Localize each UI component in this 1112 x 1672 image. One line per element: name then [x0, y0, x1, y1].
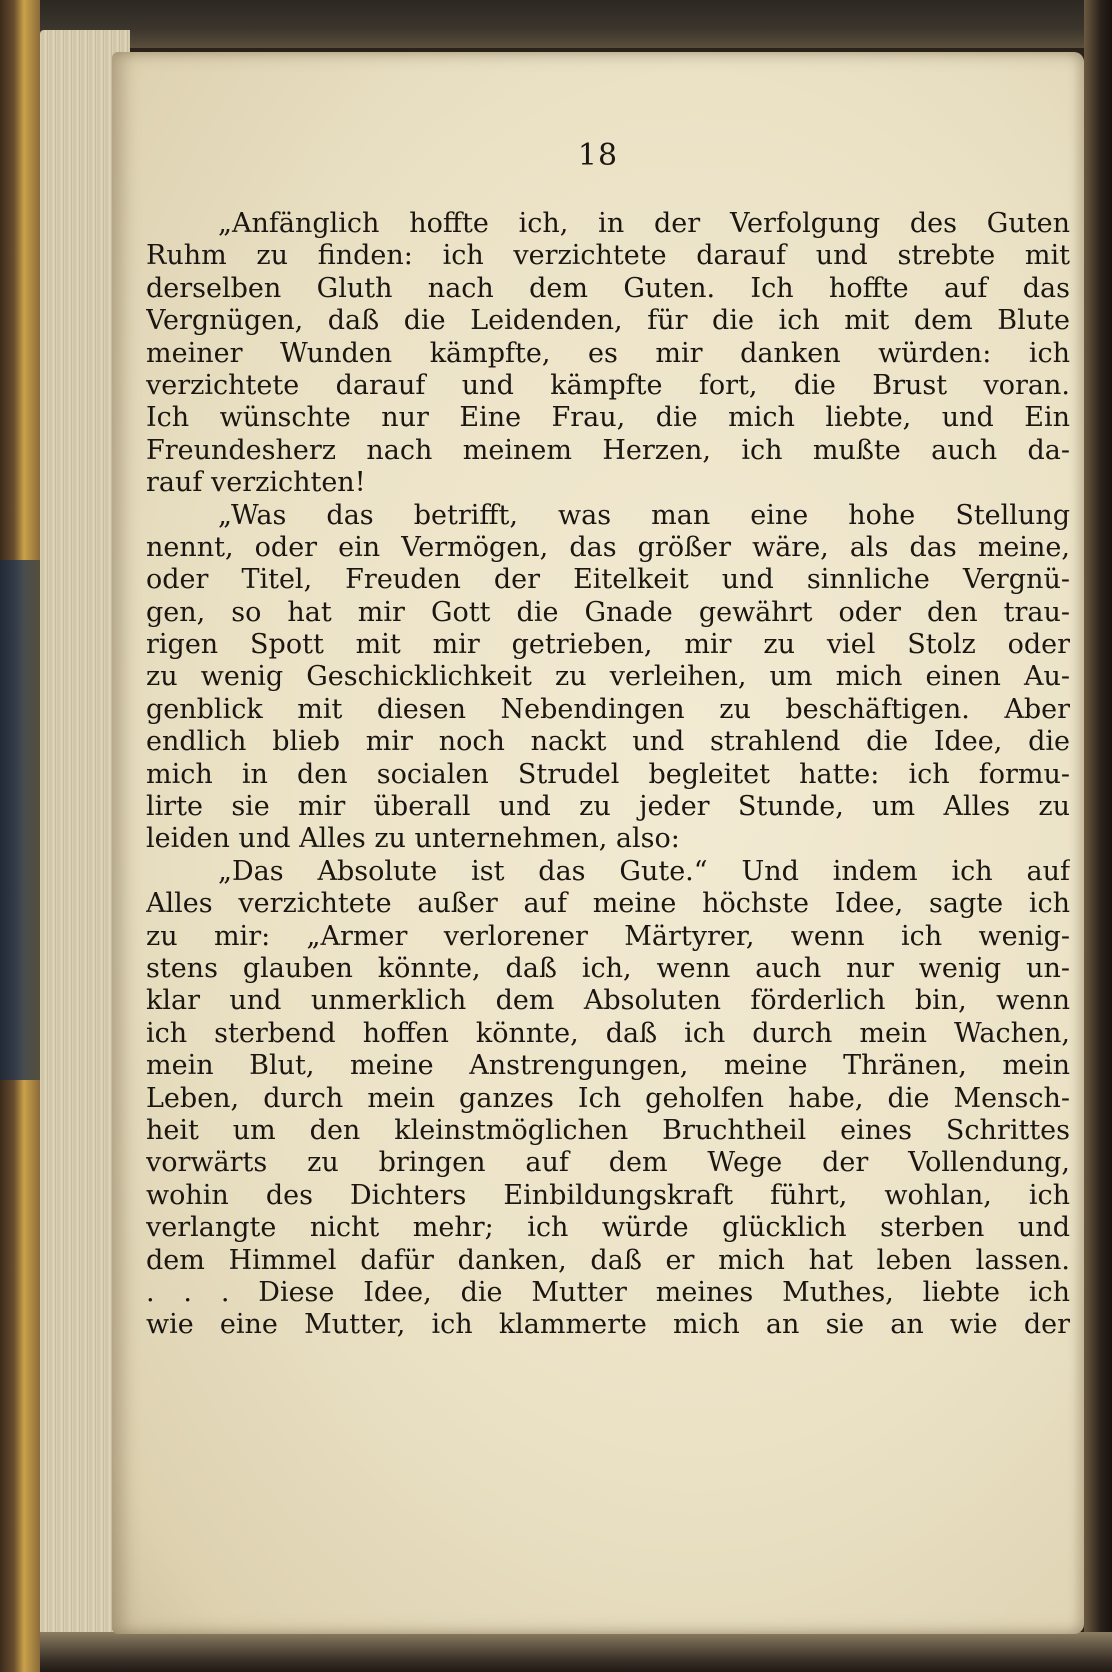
binding-top-strip [40, 0, 1112, 48]
text-line: rigen Spott mit mir getrieben, mir zu viel Stolz oder [146, 629, 1070, 661]
text-line: wie eine Mutter, ich klammerte mich an sie an wie der [146, 1309, 1070, 1341]
text-line: „Anfänglich hoffte ich, in der Verfolgung des Guten [218, 208, 1070, 239]
text-line: vorwärts zu bringen auf dem Wege der Vollendung, [146, 1147, 1070, 1179]
text-line: verlangte nicht mehr; ich würde glücklich sterben und [146, 1212, 1070, 1244]
text-line: leiden und Alles zu unternehmen, also: [146, 823, 680, 855]
text-line: ich sterbend hoffen könnte, daß ich durch mein Wachen, [146, 1017, 1070, 1049]
text-line: „Das Absolute ist das Gute.“ Und indem ich auf [218, 855, 1070, 887]
text-line: dem Himmel dafür danken, daß er mich hat leben lassen. [146, 1244, 1070, 1276]
text-line: gen, so hat mir Gott die Gnade gewährt oder den trau- [146, 596, 1070, 628]
book-bottom-edge [40, 1632, 1112, 1672]
text-line: Ruhm zu finden: ich verzichtete darauf und strebte mit [146, 240, 1070, 272]
page-text-block [146, 208, 1070, 1342]
text-line: derselben Gluth nach dem Guten. Ich hoffte auf das [146, 272, 1070, 304]
text-line: endlich blieb mir noch nackt und strahlend die Idee, die [146, 726, 1070, 758]
text-line: meiner Wunden kämpfte, es mir danken würden: ich [146, 337, 1070, 369]
text-line: Leben, durch mein ganzes Ich geholfen habe, die Mensch- [146, 1082, 1070, 1114]
text-line: verzichtete darauf und kämpfte fort, die Brust voran. [146, 369, 1070, 401]
text-line: oder Titel, Freuden der Eitelkeit und sinnliche Vergnü- [146, 564, 1070, 596]
text-line: zu mir: „Armer verlorener Märtyrer, wenn ich wenig- [146, 920, 1070, 952]
text-line: rauf verzichten! [146, 467, 366, 499]
text-line: genblick mit diesen Nebendingen zu beschäftigen. Aber [146, 693, 1070, 725]
text-line: mich in den socialen Strudel begleitet hatte: ich formu- [146, 758, 1070, 790]
text-line: stens glauben könnte, daß ich, wenn auch nur wenig un- [146, 952, 1070, 984]
text-line: wohin des Dichters Einbildungskraft führt, wohlan, ich [146, 1179, 1070, 1211]
book-spine-right [1084, 0, 1112, 1672]
page-number: 18 [577, 138, 619, 173]
text-line: heit um den kleinstmöglichen Bruchtheil eines Schrittes [146, 1114, 1070, 1146]
text-line: nennt, oder ein Vermögen, das größer wäre, als das meine, [146, 531, 1070, 563]
text-line: Ich wünschte nur Eine Frau, die mich liebte, und Ein [146, 402, 1070, 434]
text-line: mein Blut, meine Anstrengungen, meine Thränen, mein [146, 1050, 1070, 1082]
text-line: . . . Diese Idee, die Mutter meines Muthes, liebte ich [146, 1276, 1070, 1308]
text-line: Vergnügen, daß die Leidenden, für die ich mit dem Blute [146, 305, 1070, 337]
text-line: Alles verzichtete außer auf meine höchste Idee, sagte ich [146, 888, 1070, 920]
text-line: Freundesherz nach meinem Herzen, ich mußte auch da- [146, 434, 1070, 466]
text-line: lirte sie mir überall und zu jeder Stunde, um Alles zu [146, 791, 1070, 823]
text-line: klar und unmerklich dem Absoluten förderlich bin, wenn [146, 985, 1070, 1017]
text-line: zu wenig Geschicklichkeit zu verleihen, um mich einen Au- [146, 661, 1070, 693]
book-cover-edge [0, 0, 40, 1672]
text-line: „Was das betrifft, was man eine hohe Stellung [218, 499, 1070, 531]
